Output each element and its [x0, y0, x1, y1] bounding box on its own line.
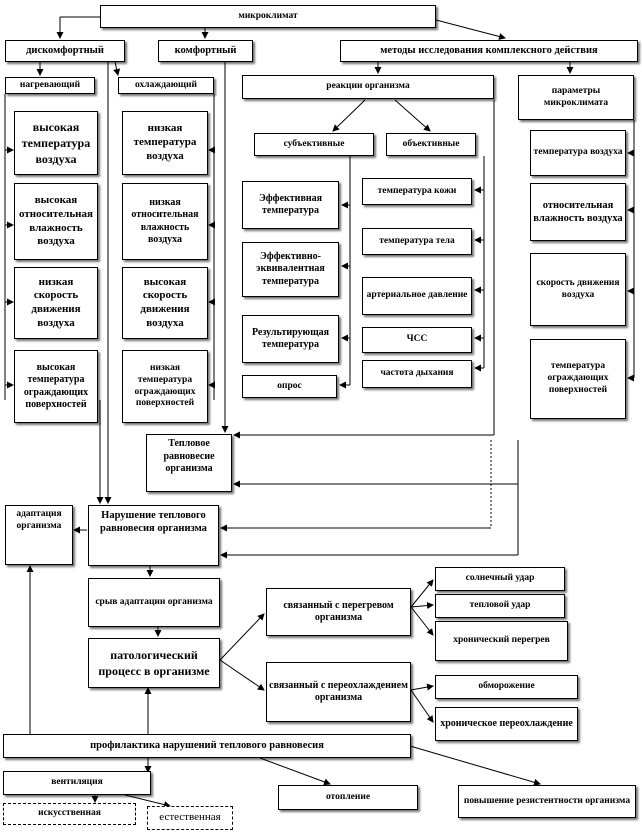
comfort-label: комфортный [174, 45, 237, 57]
discomfort-box [5, 40, 125, 62]
cooling-factor-3: высокая скорость движения воздуха [122, 267, 208, 339]
thermal-disorder-box: Нарушение теплового равновесия организма [88, 505, 219, 566]
adaptation-box: адаптация организма [5, 505, 73, 565]
heating-factor-4: высокая температура ограждающих поверхностей [14, 350, 98, 423]
subjective-item-1: Эффективная температура [242, 181, 339, 229]
methods-label: методы исследования комплексного действия [380, 45, 598, 57]
overcooling-item-2: хроническое переохлаждение [435, 707, 578, 741]
microclimate-box [100, 5, 436, 28]
cooling-factor-1: низкая температура воздуха [122, 111, 208, 175]
cooling-label: охлаждающий [134, 79, 197, 90]
objective-item-3: артериальное давление [362, 277, 472, 315]
heating-factor-2: высокая относительная влажность воздуха [14, 183, 98, 260]
objective-item-5: частота дыхания [362, 360, 472, 388]
heating-factor-1: высокая температура воздуха [14, 111, 98, 175]
params-box: параметры микроклимата [518, 75, 634, 120]
overcooling-item-1: обморожение [435, 675, 578, 699]
comfort-box [158, 40, 253, 62]
adaptation-failure-box: срыв адаптации организма [88, 578, 220, 627]
natural-box: естественная [147, 806, 233, 830]
objective-item-4: ЧСС [362, 327, 472, 353]
discomfort-label: дискомфортный [26, 45, 104, 57]
reactions-box [242, 75, 494, 99]
overheating-item-1: солнечный удар [435, 567, 565, 591]
heating-label: нагревающий [19, 79, 81, 90]
pathology-box: патологический процесс в организме [88, 638, 220, 688]
methods-box [340, 40, 638, 62]
prevention-box: профилактика нарушений теплового равновесия [3, 734, 411, 758]
reactions-label: реакции организма [326, 81, 410, 92]
param-item-2: относительная влажность воздуха [530, 183, 626, 241]
subjective-item-4: опрос [242, 375, 337, 398]
heating-factor-3: низкая скорость движения воздуха [14, 267, 98, 339]
param-item-3: скорость движения воздуха [530, 253, 626, 326]
cooling-box [118, 77, 214, 94]
thermal-balance-box: Тепловое равновесие организма [146, 434, 232, 492]
cooling-factor-4: низкая температура ограждающих поверхностей [122, 350, 208, 423]
subjective-box: субъективные [254, 133, 374, 156]
artificial-box: искусственная [3, 803, 136, 825]
param-item-1: температура воздуха [530, 130, 626, 176]
heating-system-box: отопление [278, 785, 418, 810]
objective-item-2: температура тела [362, 228, 472, 255]
overcooling-box: связанный с переохлаждением организма [266, 662, 411, 722]
objective-box: объективные [386, 133, 476, 156]
ventilation-box: вентиляция [3, 771, 151, 795]
param-item-4: температура ограждающих поверхностей [530, 339, 626, 419]
cooling-factor-2: низкая относительная влажность воздуха [122, 183, 208, 260]
heating-box [5, 77, 95, 94]
subjective-item-2: Эффективно-эквивалентная температура [242, 242, 339, 297]
microclimate-label: микроклимат [238, 10, 298, 21]
objective-item-1: температура кожи [362, 178, 472, 205]
overheating-item-3: хронический перегрев [435, 621, 568, 661]
overheating-box: связанный с перегревом организма [266, 588, 411, 636]
resistance-box: повышение резистентности организма [458, 785, 636, 818]
overheating-item-2: тепловой удар [435, 594, 565, 618]
subjective-item-3: Результирующая температура [242, 315, 339, 363]
